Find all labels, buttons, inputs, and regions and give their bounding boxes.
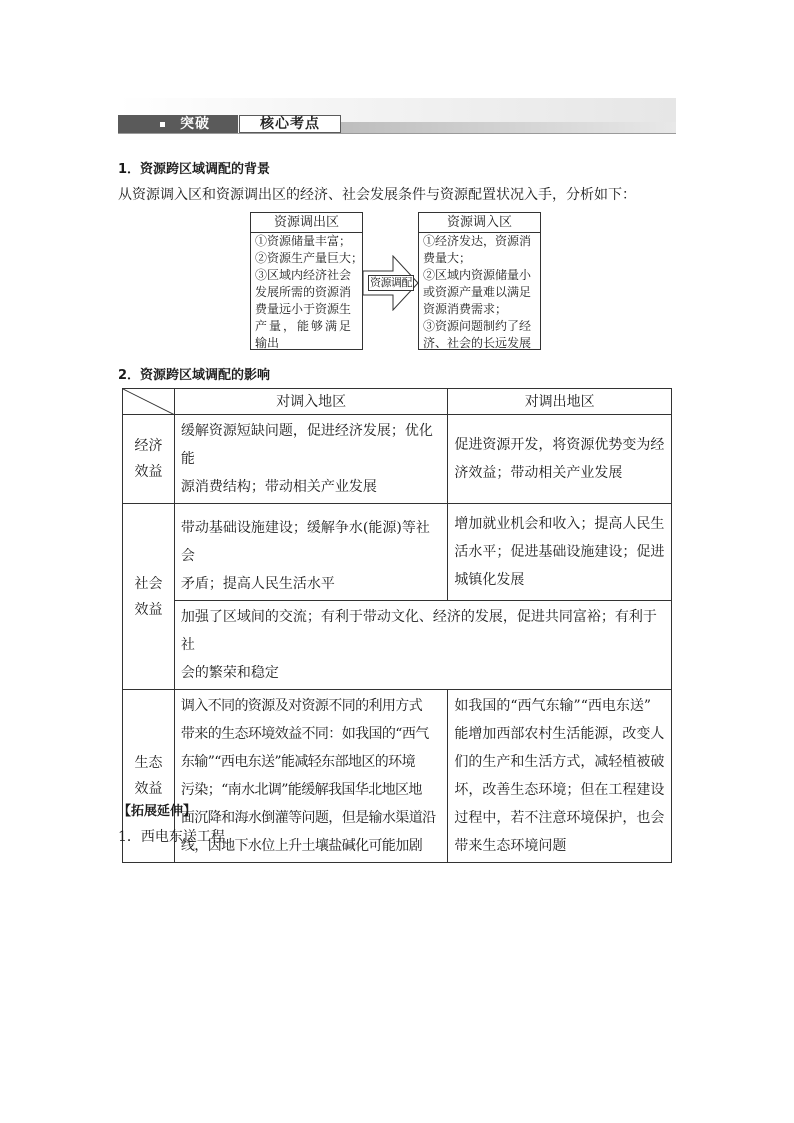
column-header-out: 对调出地区 — [448, 389, 672, 415]
table-header-row — [123, 389, 672, 415]
banner-underline — [118, 133, 676, 134]
source-region-line: 费量远小于资源生 — [255, 302, 352, 316]
destination-region-line: ③资源问题制约了经 — [423, 319, 532, 333]
row-label-line: 效益 — [134, 601, 163, 618]
table-row — [123, 415, 672, 504]
banner-stripe — [341, 122, 676, 133]
source-region-line: ②资源生产量巨大； — [255, 251, 364, 265]
section1-heading: 1．资源跨区域调配的背景 — [118, 162, 271, 177]
row-label-line: 效益 — [134, 464, 163, 480]
extension-item: 1．西电东送工程 — [118, 829, 225, 845]
destination-region-line: 济、社会的长远发展 — [423, 336, 532, 350]
source-region-line: 发展所需的资源消 — [255, 285, 352, 299]
destination-region-line: ②区域内资源储量小 — [423, 268, 532, 282]
source-region-line: ①资源储量丰富； — [255, 234, 352, 248]
row-label-social — [123, 504, 175, 690]
cell-line: 缓解资源短缺问题，促进经济发展；优化能 — [180, 423, 433, 467]
cell-line: 活水平；促进基础设施建设；促进 — [454, 544, 665, 560]
banner-tag-text: 突破 — [180, 116, 210, 132]
cell-line: 坏，改善生态环境；但在工程建设 — [454, 782, 665, 798]
cell-line: 增加就业机会和收入；提高人民生 — [454, 516, 665, 532]
economic-in-cell — [174, 415, 447, 504]
section1-intro: 从资源调入区和资源调出区的经济、社会发展条件与资源配置状况入手，分析如下： — [118, 187, 636, 203]
cell-line: 如我国的“西气东输”“西电东送” — [454, 698, 652, 714]
cell-line: 东输”“西电东送”能减轻东部地区的环境 — [180, 754, 415, 770]
impact-table — [122, 388, 672, 863]
allocation-arrow-label: 资源调配 — [370, 276, 412, 289]
cell-line: 加强了区域间的交流；有利于带动文化、经济的发展，促进共同富裕；有利于社 — [180, 609, 657, 653]
cell-line: 调入不同的资源及对资源不同的利用方式 — [180, 698, 423, 714]
banner-title: 核心考点 — [239, 115, 341, 133]
destination-region-line: 资源消费需求； — [423, 302, 508, 316]
destination-region-box — [418, 212, 541, 350]
cell-line: 矛盾；提高人民生活水平 — [180, 576, 335, 592]
destination-region-line: 或资源产量难以满足 — [423, 285, 532, 299]
table-corner-cell — [123, 389, 175, 415]
social-out-cell — [448, 504, 672, 601]
corner-diagonal-line — [123, 389, 175, 415]
column-header-in: 对调入地区 — [174, 389, 447, 415]
cell-line: 带来生态环境问题 — [454, 838, 567, 854]
banner-tag — [118, 115, 238, 133]
cell-line: 们的生产和生活方式，减轻植被破 — [454, 754, 665, 770]
source-region-line: 输出 — [255, 336, 280, 350]
table-row — [123, 601, 672, 690]
cell-line: 污染；“南水北调”能缓解我国华北地区地 — [180, 782, 422, 798]
destination-region-title: 资源调入区 — [419, 213, 540, 233]
source-region-line: ③区域内经济社会 — [255, 268, 352, 282]
cell-line: 带动基础设施建设；缓解争水(能源)等社会 — [180, 520, 430, 564]
row-label-line: 社会 — [134, 575, 163, 592]
cell-line: 促进资源开发，将资源优势变为经 — [454, 437, 665, 453]
row-label-line: 经济 — [134, 438, 163, 454]
row-label-line: 生态 — [134, 755, 163, 771]
square-bullet-icon — [160, 122, 165, 127]
cell-line: 过程中，若不注意环境保护，也会 — [454, 810, 665, 826]
extension-heading: 【拓展延伸】 — [118, 804, 197, 819]
ecological-out-cell — [448, 690, 672, 863]
cell-line: 带来的生态环境效益不同：如我国的“西气 — [180, 726, 429, 742]
cell-line: 能增加西部农村生活能源，改变人 — [454, 726, 665, 742]
cell-line: 城镇化发展 — [454, 572, 525, 588]
cell-line: 线，因地下水位上升土壤盐碱化可能加剧 — [180, 838, 423, 854]
economic-out-cell — [448, 415, 672, 504]
row-label-economic — [123, 415, 175, 504]
cell-line: 源消费结构；带动相关产业发展 — [180, 479, 377, 495]
table-row — [123, 504, 672, 601]
source-region-line: 产量，能够满足 — [255, 319, 354, 333]
source-region-title: 资源调出区 — [251, 213, 362, 233]
cell-line: 会的繁荣和稳定 — [180, 665, 279, 681]
cell-line: 面沉降和海水倒灌等问题，但是输水渠道沿 — [180, 810, 436, 826]
row-label-line: 效益 — [134, 781, 163, 797]
destination-region-line: ①经济发达，资源消 — [423, 234, 532, 248]
section2-heading: 2．资源跨区域调配的影响 — [118, 368, 271, 383]
cell-line: 济效益；带动相关产业发展 — [454, 465, 623, 481]
destination-region-line: 费量大； — [423, 251, 472, 265]
social-in-cell — [174, 504, 447, 601]
source-region-box — [250, 212, 363, 350]
social-shared-cell — [174, 601, 671, 690]
